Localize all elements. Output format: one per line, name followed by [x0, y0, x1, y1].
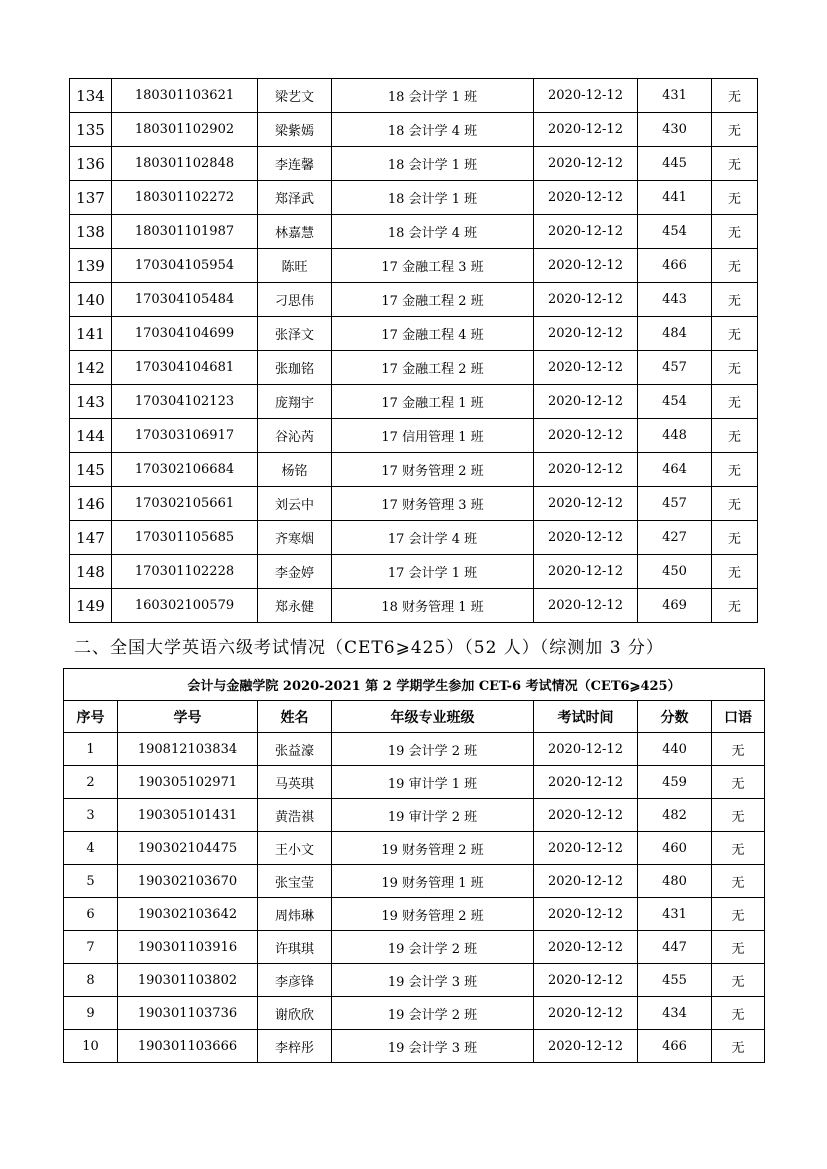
- cell-oral: 无: [712, 419, 758, 453]
- cell-name: 周炜琳: [258, 898, 332, 931]
- table-row: [64, 898, 765, 931]
- cell-index: 146: [70, 487, 112, 521]
- cell-score: 445: [638, 147, 712, 181]
- cell-exam-date: 2020-12-12: [534, 487, 638, 521]
- cell-class: 17 会计学 4 班: [332, 521, 534, 555]
- cell-class: 17 财务管理 3 班: [332, 487, 534, 521]
- table-row: [64, 964, 765, 997]
- cell-oral: 无: [712, 555, 758, 589]
- cell-score: 431: [638, 79, 712, 113]
- cell-oral: 无: [712, 799, 765, 832]
- cell-oral: 无: [712, 997, 765, 1030]
- table-row: [70, 283, 758, 317]
- cell-score: 460: [638, 832, 712, 865]
- cell-student-id: 190301103916: [118, 931, 258, 964]
- cell-name: 齐寒烟: [258, 521, 332, 555]
- table-row: [70, 181, 758, 215]
- header-score: 分数: [638, 701, 712, 733]
- cell-index: 148: [70, 555, 112, 589]
- cell-index: 10: [64, 1030, 118, 1063]
- cell-student-id: 180301101987: [112, 215, 258, 249]
- cell-exam-date: 2020-12-12: [534, 555, 638, 589]
- cell-score: 431: [638, 898, 712, 931]
- cell-name: 李梓彤: [258, 1030, 332, 1063]
- cell-index: 135: [70, 113, 112, 147]
- cell-class: 17 会计学 1 班: [332, 555, 534, 589]
- cell-exam-date: 2020-12-12: [534, 766, 638, 799]
- cell-exam-date: 2020-12-12: [534, 898, 638, 931]
- cell-name: 刁思伟: [258, 283, 332, 317]
- table-row: [64, 1030, 765, 1063]
- cell-index: 137: [70, 181, 112, 215]
- table-row: [64, 733, 765, 766]
- cell-index: 144: [70, 419, 112, 453]
- cell-exam-date: 2020-12-12: [534, 215, 638, 249]
- cell-class: 19 会计学 3 班: [332, 964, 534, 997]
- cell-exam-date: 2020-12-12: [534, 385, 638, 419]
- cell-class: 18 财务管理 1 班: [332, 589, 534, 623]
- cell-exam-date: 2020-12-12: [534, 453, 638, 487]
- cell-score: 430: [638, 113, 712, 147]
- cell-student-id: 190302103642: [118, 898, 258, 931]
- table-row: [70, 419, 758, 453]
- cell-score: 434: [638, 997, 712, 1030]
- cell-name: 谷沁芮: [258, 419, 332, 453]
- cell-student-id: 180301103621: [112, 79, 258, 113]
- cell-student-id: 170301102228: [112, 555, 258, 589]
- cell-oral: 无: [712, 1030, 765, 1063]
- cell-class: 19 财务管理 2 班: [332, 898, 534, 931]
- cell-index: 4: [64, 832, 118, 865]
- cet6-table-body: [64, 669, 765, 1063]
- cell-class: 17 金融工程 2 班: [332, 351, 534, 385]
- cell-student-id: 190812103834: [118, 733, 258, 766]
- cell-class: 18 会计学 1 班: [332, 181, 534, 215]
- header-exam-date: 考试时间: [534, 701, 638, 733]
- cell-oral: 无: [712, 898, 765, 931]
- cell-class: 19 审计学 1 班: [332, 766, 534, 799]
- table-row: [70, 555, 758, 589]
- header-index: 序号: [64, 701, 118, 733]
- cell-exam-date: 2020-12-12: [534, 181, 638, 215]
- cell-exam-date: 2020-12-12: [534, 1030, 638, 1063]
- cell-name: 林嘉慧: [258, 215, 332, 249]
- table-row: [70, 147, 758, 181]
- cell-student-id: 160302100579: [112, 589, 258, 623]
- cell-index: 3: [64, 799, 118, 832]
- cell-exam-date: 2020-12-12: [534, 997, 638, 1030]
- cell-score: 454: [638, 215, 712, 249]
- cell-exam-date: 2020-12-12: [534, 865, 638, 898]
- cell-score: 454: [638, 385, 712, 419]
- cell-student-id: 190305101431: [118, 799, 258, 832]
- table-row: [70, 351, 758, 385]
- cell-name: 张宝莹: [258, 865, 332, 898]
- cell-name: 张泽文: [258, 317, 332, 351]
- cell-student-id: 180301102848: [112, 147, 258, 181]
- cell-name: 陈旺: [258, 249, 332, 283]
- cell-student-id: 190302104475: [118, 832, 258, 865]
- table-header-row: [64, 701, 765, 733]
- cell-score: 455: [638, 964, 712, 997]
- cell-score: 457: [638, 487, 712, 521]
- table-title: 会计与金融学院 2020-2021 第 2 学期学生参加 CET-6 考试情况（CET6⩾425）: [64, 669, 765, 701]
- table-row: [64, 931, 765, 964]
- cell-class: 17 金融工程 3 班: [332, 249, 534, 283]
- cell-oral: 无: [712, 181, 758, 215]
- cell-oral: 无: [712, 215, 758, 249]
- table-row: [70, 249, 758, 283]
- cell-exam-date: 2020-12-12: [534, 79, 638, 113]
- section-heading-cet6: 二、全国大学英语六级考试情况（CET6⩾425）（52 人）（综测加 3 分）: [74, 638, 664, 658]
- header-class: 年级专业班级: [332, 701, 534, 733]
- cet4-table-body: [70, 79, 758, 623]
- cell-index: 149: [70, 589, 112, 623]
- cell-score: 459: [638, 766, 712, 799]
- cell-oral: 无: [712, 865, 765, 898]
- table-row: [70, 385, 758, 419]
- cell-index: 136: [70, 147, 112, 181]
- cell-oral: 无: [712, 249, 758, 283]
- cell-class: 17 信用管理 1 班: [332, 419, 534, 453]
- cell-oral: 无: [712, 964, 765, 997]
- cell-student-id: 170301105685: [112, 521, 258, 555]
- cell-class: 19 会计学 2 班: [332, 733, 534, 766]
- cell-score: 466: [638, 249, 712, 283]
- cell-score: 464: [638, 453, 712, 487]
- cell-exam-date: 2020-12-12: [534, 249, 638, 283]
- cell-class: 19 会计学 2 班: [332, 931, 534, 964]
- cell-exam-date: 2020-12-12: [534, 589, 638, 623]
- cell-class: 17 金融工程 4 班: [332, 317, 534, 351]
- cell-exam-date: 2020-12-12: [534, 799, 638, 832]
- cell-exam-date: 2020-12-12: [534, 147, 638, 181]
- cell-student-id: 170304102123: [112, 385, 258, 419]
- cell-index: 138: [70, 215, 112, 249]
- table-row: [64, 865, 765, 898]
- cell-exam-date: 2020-12-12: [534, 419, 638, 453]
- cell-oral: 无: [712, 385, 758, 419]
- cell-class: 17 金融工程 2 班: [332, 283, 534, 317]
- cell-score: 482: [638, 799, 712, 832]
- cell-oral: 无: [712, 931, 765, 964]
- cell-class: 17 金融工程 1 班: [332, 385, 534, 419]
- table-row: [70, 79, 758, 113]
- cell-score: 484: [638, 317, 712, 351]
- cell-index: 9: [64, 997, 118, 1030]
- cell-score: 450: [638, 555, 712, 589]
- table-row: [70, 589, 758, 623]
- cell-oral: 无: [712, 113, 758, 147]
- cell-score: 447: [638, 931, 712, 964]
- cell-name: 郑泽武: [258, 181, 332, 215]
- cell-oral: 无: [712, 521, 758, 555]
- cell-student-id: 180301102902: [112, 113, 258, 147]
- cell-oral: 无: [712, 832, 765, 865]
- header-oral: 口语: [712, 701, 765, 733]
- cell-name: 马英琪: [258, 766, 332, 799]
- cell-student-id: 180301102272: [112, 181, 258, 215]
- table-row: [70, 521, 758, 555]
- table-row: [64, 799, 765, 832]
- cell-class: 19 会计学 2 班: [332, 997, 534, 1030]
- cell-exam-date: 2020-12-12: [534, 283, 638, 317]
- cell-name: 李金婷: [258, 555, 332, 589]
- cell-class: 18 会计学 4 班: [332, 113, 534, 147]
- cell-score: 440: [638, 733, 712, 766]
- cell-student-id: 190305102971: [118, 766, 258, 799]
- table-row: [70, 453, 758, 487]
- cell-name: 许琪琪: [258, 931, 332, 964]
- cell-exam-date: 2020-12-12: [534, 317, 638, 351]
- cell-student-id: 170304104681: [112, 351, 258, 385]
- table-row: [70, 113, 758, 147]
- cell-name: 杨铭: [258, 453, 332, 487]
- cell-index: 143: [70, 385, 112, 419]
- cell-oral: 无: [712, 589, 758, 623]
- cet4-results-table: [69, 78, 758, 623]
- cell-exam-date: 2020-12-12: [534, 521, 638, 555]
- cell-name: 李连馨: [258, 147, 332, 181]
- cell-name: 黄浩祺: [258, 799, 332, 832]
- table-row: [64, 997, 765, 1030]
- cell-name: 张益濠: [258, 733, 332, 766]
- cell-exam-date: 2020-12-12: [534, 832, 638, 865]
- cell-class: 19 审计学 2 班: [332, 799, 534, 832]
- cell-name: 郑永健: [258, 589, 332, 623]
- cell-student-id: 170304104699: [112, 317, 258, 351]
- cell-index: 145: [70, 453, 112, 487]
- cell-class: 17 财务管理 2 班: [332, 453, 534, 487]
- cell-name: 梁艺文: [258, 79, 332, 113]
- table-row: [70, 317, 758, 351]
- cell-oral: 无: [712, 733, 765, 766]
- cell-exam-date: 2020-12-12: [534, 964, 638, 997]
- cell-student-id: 170302106684: [112, 453, 258, 487]
- cell-class: 19 会计学 3 班: [332, 1030, 534, 1063]
- cell-score: 469: [638, 589, 712, 623]
- cell-oral: 无: [712, 766, 765, 799]
- table-row: [64, 832, 765, 865]
- cell-student-id: 170304105954: [112, 249, 258, 283]
- cell-name: 王小文: [258, 832, 332, 865]
- cell-class: 19 财务管理 1 班: [332, 865, 534, 898]
- cell-index: 140: [70, 283, 112, 317]
- cell-name: 庞翔宇: [258, 385, 332, 419]
- cell-oral: 无: [712, 453, 758, 487]
- cell-exam-date: 2020-12-12: [534, 733, 638, 766]
- cell-class: 18 会计学 1 班: [332, 79, 534, 113]
- cell-index: 142: [70, 351, 112, 385]
- cell-oral: 无: [712, 487, 758, 521]
- cell-student-id: 170302105661: [112, 487, 258, 521]
- cell-index: 2: [64, 766, 118, 799]
- cell-exam-date: 2020-12-12: [534, 931, 638, 964]
- cell-index: 7: [64, 931, 118, 964]
- table-row: [70, 215, 758, 249]
- cell-name: 梁紫嫣: [258, 113, 332, 147]
- cell-class: 19 财务管理 2 班: [332, 832, 534, 865]
- cell-oral: 无: [712, 79, 758, 113]
- cell-index: 8: [64, 964, 118, 997]
- cell-student-id: 170303106917: [112, 419, 258, 453]
- cell-oral: 无: [712, 317, 758, 351]
- cell-index: 147: [70, 521, 112, 555]
- cell-oral: 无: [712, 283, 758, 317]
- cell-student-id: 190301103736: [118, 997, 258, 1030]
- table-row: [70, 487, 758, 521]
- cell-index: 141: [70, 317, 112, 351]
- header-student-id: 学号: [118, 701, 258, 733]
- header-name: 姓名: [258, 701, 332, 733]
- cell-student-id: 190301103802: [118, 964, 258, 997]
- cell-index: 139: [70, 249, 112, 283]
- cell-exam-date: 2020-12-12: [534, 351, 638, 385]
- table-title-row: [64, 669, 765, 701]
- cell-oral: 无: [712, 351, 758, 385]
- cell-name: 李彦锋: [258, 964, 332, 997]
- cell-index: 134: [70, 79, 112, 113]
- cell-score: 443: [638, 283, 712, 317]
- cell-score: 457: [638, 351, 712, 385]
- cell-class: 18 会计学 1 班: [332, 147, 534, 181]
- cell-class: 18 会计学 4 班: [332, 215, 534, 249]
- cell-score: 427: [638, 521, 712, 555]
- cell-student-id: 170304105484: [112, 283, 258, 317]
- cell-index: 1: [64, 733, 118, 766]
- cell-student-id: 190302103670: [118, 865, 258, 898]
- cell-score: 441: [638, 181, 712, 215]
- cell-score: 448: [638, 419, 712, 453]
- cell-student-id: 190301103666: [118, 1030, 258, 1063]
- cell-exam-date: 2020-12-12: [534, 113, 638, 147]
- table-row: [64, 766, 765, 799]
- cet6-results-table: [63, 668, 765, 1063]
- cell-name: 谢欣欣: [258, 997, 332, 1030]
- cell-index: 5: [64, 865, 118, 898]
- cell-oral: 无: [712, 147, 758, 181]
- cell-name: 张珈铭: [258, 351, 332, 385]
- cell-score: 480: [638, 865, 712, 898]
- cell-index: 6: [64, 898, 118, 931]
- cell-name: 刘云中: [258, 487, 332, 521]
- cell-score: 466: [638, 1030, 712, 1063]
